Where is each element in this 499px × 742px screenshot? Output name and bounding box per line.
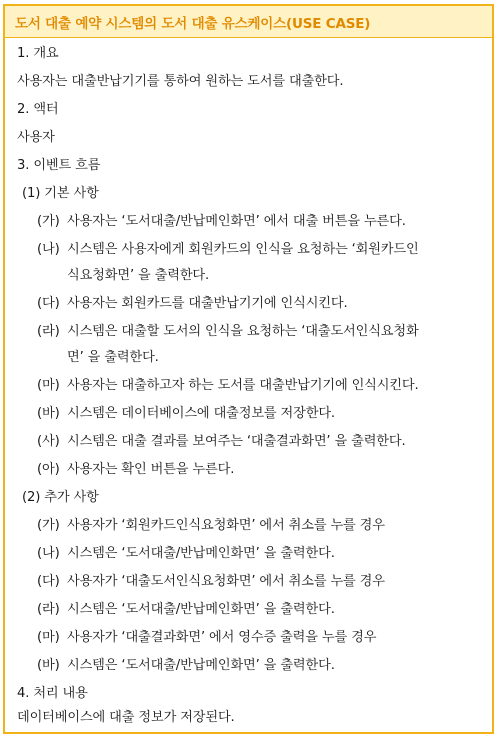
basic-item-mark: (바) [37, 406, 60, 421]
basic-item-mark: (라) [37, 324, 60, 339]
section-1-text: 사용자는 대출반납기기를 통하여 원하는 도서를 대출한다. [17, 74, 344, 89]
section-4-text: 데이터베이스에 대출 정보가 저장된다. [17, 710, 235, 725]
basic-heading: (1) 기본 사항 [22, 186, 99, 201]
basic-item-text: 시스템은 대출 결과를 보여주는 ‘대출결과화면’ 을 출력한다. [67, 434, 406, 449]
extra-item-mark: (나) [37, 546, 60, 561]
basic-item-mark: (다) [37, 296, 60, 311]
basic-item-continuation: 식요청화면’ 을 출력한다. [67, 268, 210, 283]
basic-item-text: 사용자는 회원카드를 대출반납기기에 인식시킨다. [67, 296, 348, 311]
basic-item-mark: (사) [37, 434, 60, 449]
basic-item-mark: (아) [37, 462, 60, 477]
section-2-heading: 2. 액터 [17, 102, 59, 117]
usecase-document [3, 4, 494, 734]
extra-item-text: 시스템은 ‘도서대출/반납메인화면’ 을 출력한다. [67, 658, 335, 673]
extra-item-text: 시스템은 ‘도서대출/반납메인화면’ 을 출력한다. [67, 546, 335, 561]
basic-item-mark: (가) [37, 214, 60, 229]
extra-item-mark: (가) [37, 518, 60, 533]
basic-item-text: 사용자는 ‘도서대출/반납메인화면’ 에서 대출 버튼을 누른다. [67, 214, 406, 229]
extra-item-mark: (바) [37, 658, 60, 673]
section-3-heading: 3. 이벤트 흐름 [17, 158, 101, 173]
basic-item-mark: (마) [37, 378, 60, 393]
basic-item-text: 사용자는 확인 버튼을 누른다. [67, 462, 235, 477]
basic-item-mark: (나) [37, 242, 60, 257]
section-2-text: 사용자 [17, 130, 55, 145]
section-1-heading: 1. 개요 [17, 46, 59, 61]
extra-item-text: 시스템은 ‘도서대출/반납메인화면’ 을 출력한다. [67, 602, 335, 617]
extra-heading: (2) 추가 사항 [22, 490, 99, 505]
basic-item-text: 시스템은 사용자에게 회원카드의 인식을 요청하는 ‘회원카드인 [67, 242, 419, 257]
document-title: 도서 대출 예약 시스템의 도서 대출 유스케이스(USE CASE) [15, 15, 371, 32]
extra-item-text: 사용자가 ‘대출도서인식요청화면’ 에서 취소를 누를 경우 [67, 574, 385, 589]
extra-item-mark: (라) [37, 602, 60, 617]
basic-item-text: 사용자는 대출하고자 하는 도서를 대출반납기기에 인식시킨다. [67, 378, 419, 393]
extra-item-text: 사용자가 ‘회원카드인식요청화면’ 에서 취소를 누를 경우 [67, 518, 385, 533]
section-4-heading: 4. 처리 내용 [17, 686, 88, 701]
title-bar [5, 6, 492, 38]
basic-item-text: 시스템은 대출할 도서의 인식을 요청하는 ‘대출도서인식요청화 [67, 324, 419, 339]
basic-item-continuation: 면’ 을 출력한다. [67, 350, 159, 365]
basic-item-text: 시스템은 데이터베이스에 대출정보를 저장한다. [67, 406, 335, 421]
extra-item-text: 사용자가 ‘대출결과화면’ 에서 영수증 출력을 누를 경우 [67, 630, 377, 645]
extra-item-mark: (마) [37, 630, 60, 645]
extra-item-mark: (다) [37, 574, 60, 589]
